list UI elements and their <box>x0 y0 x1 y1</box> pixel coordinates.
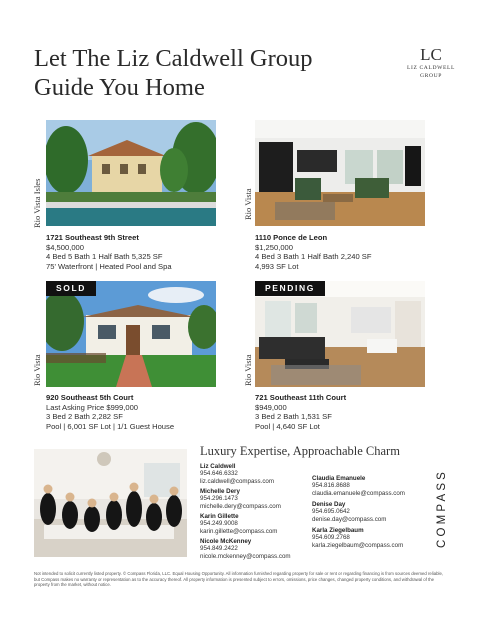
listing-3-details <box>46 393 174 431</box>
compass-logo: COMPASS <box>436 468 448 548</box>
contact-name: Denise Day <box>312 501 346 508</box>
contact-email: claudia.emanuele@compass.com <box>312 489 405 497</box>
listing-4-photo <box>255 281 425 387</box>
listing-3-price: Last Asking Price $999,000 <box>46 402 139 412</box>
listing-3-area-label: Rio Vista <box>32 354 42 386</box>
contact-claudia-emanuele <box>312 475 405 497</box>
listing-3-extra: Pool | 6,001 SF Lot | 1/1 Guest House <box>46 421 175 431</box>
sold-badge: SOLD <box>46 281 96 296</box>
listing-4-details <box>255 393 346 431</box>
contact-name: Karla Ziegelbaum <box>312 527 364 534</box>
contact-email: denise.day@compass.com <box>312 515 387 523</box>
contact-email: karla.ziegelbaum@compass.com <box>312 541 404 549</box>
logo-line-1: LIZ CALDWELL <box>406 65 456 71</box>
listing-2-photo <box>255 120 425 226</box>
contact-name: Karin Gillette <box>200 513 239 520</box>
listing-1-specs: 4 Bed 5 Bath 1 Half Bath 5,325 SF <box>46 252 163 262</box>
contact-phone: 954.296.1473 <box>200 495 238 503</box>
contact-name: Claudia Emanuele <box>312 475 366 482</box>
tagline: Luxury Expertise, Approachable Charm <box>200 444 400 458</box>
contact-phone: 954.646.6332 <box>200 470 238 478</box>
listing-4-area-label: Rio Vista <box>243 354 253 386</box>
listing-4-price: $949,000 <box>255 402 287 412</box>
listing-2-area-label: Rio Vista <box>243 188 253 220</box>
contact-phone: 954.249.9008 <box>200 520 238 528</box>
logo-monogram: LC <box>420 45 442 64</box>
contact-liz-caldwell <box>200 463 274 485</box>
contact-name: Liz Caldwell <box>200 463 236 470</box>
contact-email: liz.caldwell@compass.com <box>200 477 275 485</box>
listing-2-specs: 4 Bed 3 Bath 1 Half Bath 2,240 SF <box>255 252 372 262</box>
contact-nicole-mckenney <box>200 538 291 560</box>
team-photo <box>34 449 187 557</box>
contact-phone: 954.609.2768 <box>312 534 350 542</box>
listing-1-details <box>46 233 172 271</box>
contact-phone: 954.816.8688 <box>312 482 350 490</box>
contact-email: nicole.mckenney@compass.com <box>200 552 291 560</box>
contact-phone: 954.849.2422 <box>200 545 238 553</box>
contact-phone: 954.695.0642 <box>312 508 350 516</box>
pending-badge: PENDING <box>255 281 325 296</box>
contact-michelle-dery <box>200 488 281 510</box>
liz-caldwell-group-logo <box>400 46 462 80</box>
listing-1-area-label: Rio Vista Isles <box>32 178 42 228</box>
listing-1-extra: 75' Waterfront | Heated Pool and Spa <box>46 261 172 271</box>
listing-4-extra: Pool | 4,640 SF Lot <box>255 421 320 431</box>
listing-2-details <box>255 233 372 271</box>
listing-1-price: $4,500,000 <box>46 242 85 252</box>
contact-email: michelle.dery@compass.com <box>200 502 281 510</box>
contact-name: Nicole McKenney <box>200 538 252 545</box>
listing-3-photo <box>46 281 216 387</box>
contact-name: Michelle Dery <box>200 488 240 495</box>
contact-email: karin.gillette@compass.com <box>200 527 278 535</box>
listing-4-specs: 3 Bed 2 Bath 1,531 SF <box>255 412 332 422</box>
headline <box>34 44 374 102</box>
listing-1-address: 1721 Southeast 9th Street <box>46 233 139 242</box>
listing-3-address: 920 Southeast 5th Court <box>46 393 134 402</box>
logo-line-2: GROUP <box>420 73 442 79</box>
listing-3-specs: 3 Bed 2 Bath 2,282 SF <box>46 412 123 422</box>
headline-line-1: Let The Liz Caldwell Group <box>34 45 313 72</box>
listing-1-photo <box>46 120 216 226</box>
headline-line-2: Guide You Home <box>34 74 205 101</box>
listing-2-price: $1,250,000 <box>255 242 294 252</box>
listing-4-address: 721 Southeast 11th Court <box>255 393 347 402</box>
listing-2-address: 1110 Ponce de Leon <box>255 233 328 242</box>
listing-2-extra: 4,993 SF Lot <box>255 261 299 271</box>
contact-denise-day <box>312 501 386 523</box>
legal-disclaimer: Not intended to solicit currently listed property. © Compass Florida, LLC. Equal Housing Opportunity. All information furnished regarding property for sale or rent or regarding financing is from sources deemed reliable, but Compass makes no warranty or representation as to the accuracy thereof. All property information is presented subject to errors, omissions, price changes, changed property conditions, and withdrawal of the property from the market, without notice. <box>34 571 444 588</box>
contact-karla-ziegelbaum <box>312 527 403 549</box>
contact-karin-gillette <box>200 513 277 535</box>
